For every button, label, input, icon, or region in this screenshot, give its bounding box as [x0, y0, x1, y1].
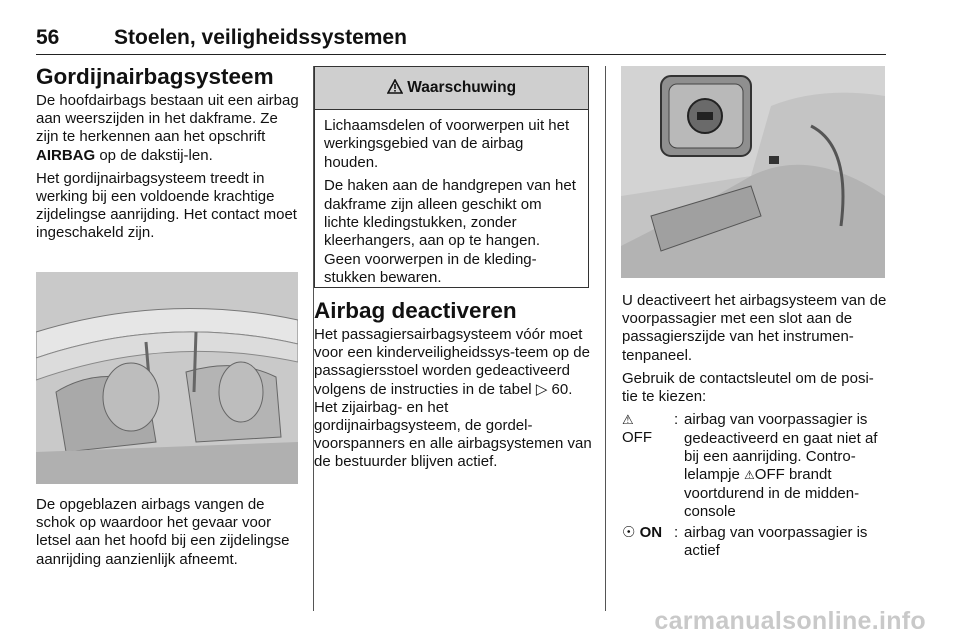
list-item-off: ⚠︎ OFF : airbag van voorpassagier is gedeactiveerd en gaat niet af bij een aanrijding. Contro-lelampje ⚠︎OFF brandt voortdurend in de midden-console: [622, 411, 888, 521]
warning-title: Waarschuwing: [407, 79, 517, 96]
warning-paragraph-1: Lichaamsdelen of voorwerpen uit het werkingsgebied van de airbag houden.: [324, 117, 570, 171]
airbag-switch-image: [621, 66, 885, 278]
airbag-off-inline-icon: ⚠︎: [744, 468, 755, 483]
warning-paragraph-2: De haken aan de handgrepen van het dakframe zijn alleen geschikt om lichte kledingstukken, zonder kleerhangers, aan op te hangen. Geen voorwerpen in de kleding-stukken bewaren.: [324, 177, 576, 287]
column-1-caption: [36, 496, 301, 574]
column-3: [622, 292, 888, 560]
warning-header: [315, 67, 588, 110]
paragraph-key-usage: Gebruik de contactsleutel om de posi-tie te kiezen:: [622, 369, 874, 406]
column-divider-2: [605, 66, 606, 611]
curtain-airbag-image: [36, 272, 298, 484]
paragraph-switch-location: U deactiveert het airbagsysteem van de voorpassagier met een slot aan de passagierszijde van het instrumen-tenpaneel.: [622, 292, 887, 364]
paragraph-activation: Het gordijnairbagsysteem treedt in werking bij een voldoende krachtige zijdelingse aanrijding. Het contact moet ingeschakeld zijn.: [36, 169, 297, 242]
on-definition: airbag van voorpassagier is actief: [684, 523, 868, 560]
table-page-reference[interactable]: 60: [551, 380, 569, 398]
paragraph-roof-airbags: De hoofdairbags bestaan uit een airbag aan weerszijden in het dakframe. Ze zijn te herkennen aan het opschrift AIRBAG op de dakstij-len.: [36, 92, 299, 164]
section-heading-curtain-airbag: Gordijnairbagsysteem: [36, 64, 274, 89]
airbag-label: AIRBAG: [36, 146, 96, 164]
column-1: [36, 64, 301, 248]
column-2: [314, 298, 592, 477]
warning-triangle-icon: [387, 79, 407, 96]
page-number: 56: [36, 26, 60, 49]
airbag-off-icon: ⚠︎: [622, 412, 634, 428]
on-term: ON: [639, 523, 663, 541]
off-definition: airbag van voorpassagier is gedeactiveerd en gaat niet af bij een aanrijding. Contro-lelampje ⚠︎OFF brandt voortdurend in de midden-console: [684, 411, 878, 521]
paragraph-deactivation: Het passagiersairbagsysteem vóór moet voor een kinderveiligheidssys-teem op de passagiersstoel worden gedeactiveerd volgens de instructies in de tabel ▷ 60. Het zijairbag- en het gordijnairbagsysteem, de gordel-voorspanners en alle airbagsystemen van de bestuurder blijven actief.: [314, 326, 592, 471]
watermark: carmanualsonline.info: [654, 607, 926, 635]
page-title: Stoelen, veiligheidssystemen: [114, 26, 407, 49]
list-item-on: ☉ ON : airbag van voorpassagier is actief: [622, 524, 888, 561]
off-term: OFF: [622, 429, 652, 447]
switch-position-list: [622, 411, 888, 560]
airbag-on-icon: ☉: [622, 523, 636, 541]
image-caption: De opgeblazen airbags vangen de schok op waardoor het gevaar voor letsel aan het hoofd bij een zijdelingse aanrijding aanzienlijk afneemt.: [36, 496, 290, 568]
page-header: [36, 26, 886, 55]
car-interior-illustration: [36, 272, 298, 484]
dashboard-key-switch-illustration: [621, 66, 885, 278]
section-heading-airbag-deactivation: Airbag deactiveren: [314, 298, 517, 323]
arrow-ref-icon: ▷: [535, 380, 548, 398]
warning-box: [314, 66, 589, 288]
